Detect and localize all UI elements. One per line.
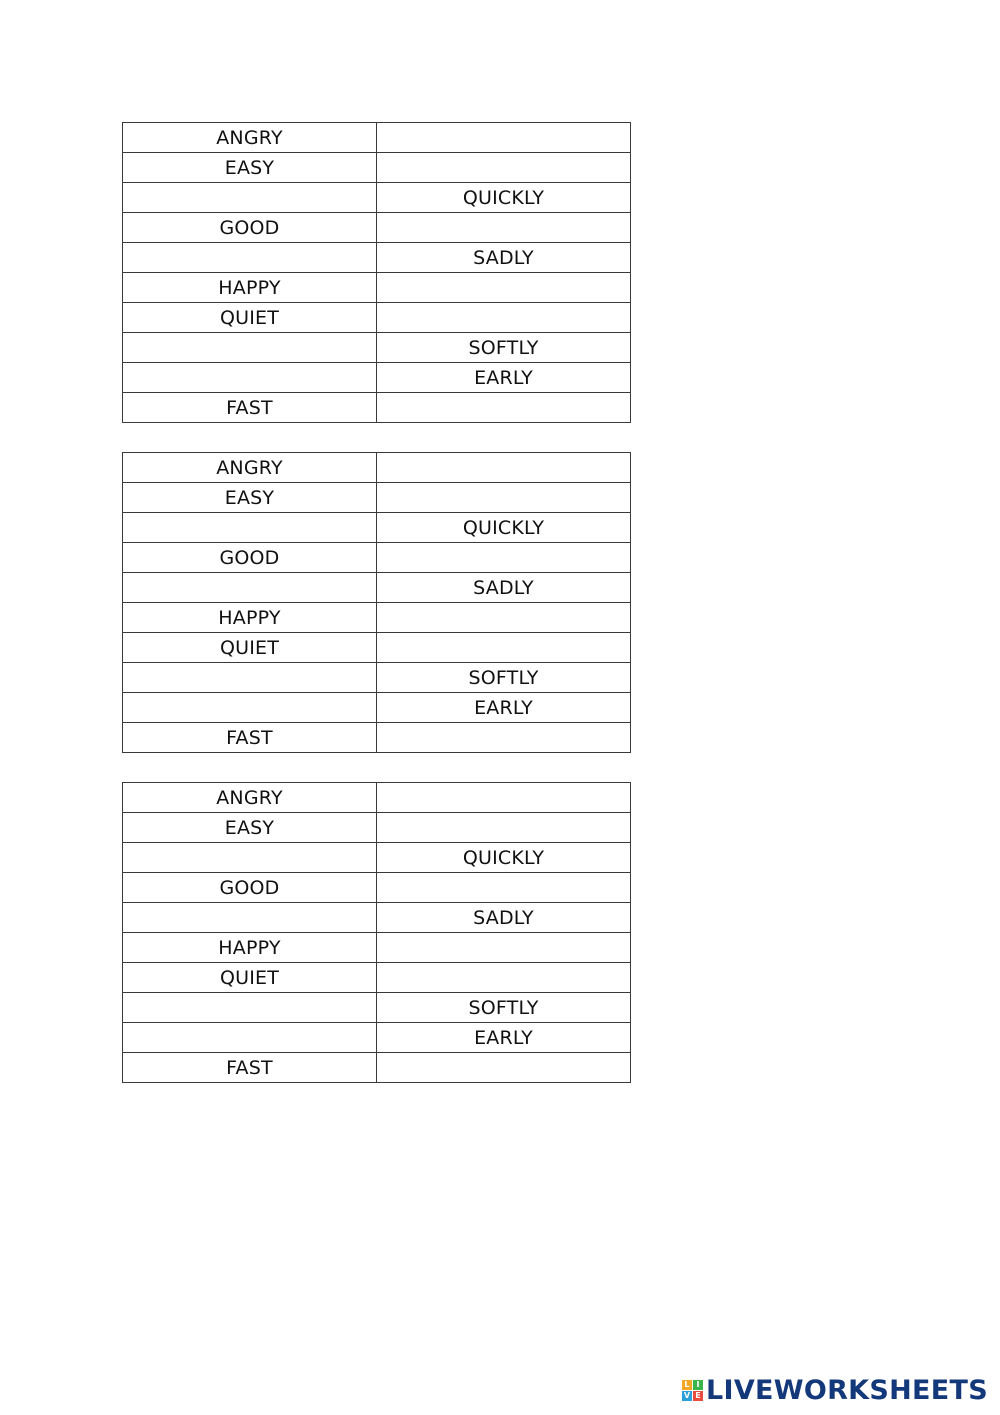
adverb-cell[interactable] [377, 273, 631, 303]
word-table-3 [122, 782, 631, 1083]
adverb-cell: SOFTLY [377, 663, 631, 693]
table-row [123, 903, 631, 933]
adjective-cell[interactable] [123, 993, 377, 1023]
adjective-cell: EASY [123, 813, 377, 843]
adverb-cell[interactable] [377, 483, 631, 513]
adverb-cell: SOFTLY [377, 333, 631, 363]
table-row [123, 543, 631, 573]
adjective-cell: FAST [123, 723, 377, 753]
adjective-cell[interactable] [123, 693, 377, 723]
word-table-body [123, 453, 631, 753]
adverb-cell[interactable] [377, 543, 631, 573]
adverb-cell[interactable] [377, 603, 631, 633]
adjective-cell: ANGRY [123, 783, 377, 813]
adverb-cell: QUICKLY [377, 513, 631, 543]
table-row [123, 813, 631, 843]
logo-text: LIVEWORKSHEETS [705, 1374, 988, 1406]
adverb-cell[interactable] [377, 723, 631, 753]
adjective-cell: FAST [123, 1053, 377, 1083]
table-row [123, 183, 631, 213]
word-table-body [123, 783, 631, 1083]
adjective-cell: QUIET [123, 303, 377, 333]
adjective-cell[interactable] [123, 333, 377, 363]
table-row [123, 1023, 631, 1053]
table-row [123, 993, 631, 1023]
table-row [123, 873, 631, 903]
table-row [123, 153, 631, 183]
table-row [123, 243, 631, 273]
table-row [123, 963, 631, 993]
logo-mark-letter: V [683, 1390, 691, 1400]
logo-mark-letter: I [693, 1380, 703, 1390]
adverb-cell[interactable] [377, 873, 631, 903]
adjective-cell: QUIET [123, 633, 377, 663]
table-row [123, 483, 631, 513]
word-table-1 [122, 122, 631, 423]
logo-mark-letter: E [693, 1391, 703, 1401]
adverb-cell[interactable] [377, 213, 631, 243]
adjective-cell: FAST [123, 393, 377, 423]
logo-mark-icon [682, 1380, 703, 1401]
adjective-cell[interactable] [123, 843, 377, 873]
table-row [123, 663, 631, 693]
adjective-cell: GOOD [123, 873, 377, 903]
adjective-cell: ANGRY [123, 123, 377, 153]
adjective-cell[interactable] [123, 243, 377, 273]
table-row [123, 513, 631, 543]
adjective-cell: EASY [123, 483, 377, 513]
table-row [123, 933, 631, 963]
adjective-cell[interactable] [123, 663, 377, 693]
adverb-cell[interactable] [377, 1053, 631, 1083]
adverb-cell[interactable] [377, 153, 631, 183]
logo-mark-letter: L [682, 1380, 692, 1390]
table-row [123, 693, 631, 723]
adverb-cell[interactable] [377, 453, 631, 483]
adverb-cell[interactable] [377, 813, 631, 843]
adjective-cell: HAPPY [123, 273, 377, 303]
table-row [123, 273, 631, 303]
table-row [123, 573, 631, 603]
adjective-cell[interactable] [123, 573, 377, 603]
adverb-cell: SADLY [377, 243, 631, 273]
table-row [123, 123, 631, 153]
adjective-cell: EASY [123, 153, 377, 183]
adverb-cell[interactable] [377, 633, 631, 663]
adverb-cell[interactable] [377, 933, 631, 963]
table-row [123, 303, 631, 333]
adjective-cell[interactable] [123, 513, 377, 543]
adverb-cell[interactable] [377, 303, 631, 333]
adjective-cell: GOOD [123, 213, 377, 243]
adjective-cell[interactable] [123, 363, 377, 393]
table-row [123, 843, 631, 873]
adverb-cell: EARLY [377, 693, 631, 723]
adjective-cell: HAPPY [123, 603, 377, 633]
word-table-body [123, 123, 631, 423]
adjective-cell[interactable] [123, 1023, 377, 1053]
adjective-cell[interactable] [123, 903, 377, 933]
table-row [123, 333, 631, 363]
table-row [123, 723, 631, 753]
table-row [123, 1053, 631, 1083]
table-row [123, 633, 631, 663]
adjective-cell: GOOD [123, 543, 377, 573]
adverb-cell[interactable] [377, 393, 631, 423]
adjective-cell: QUIET [123, 963, 377, 993]
table-row [123, 453, 631, 483]
adverb-cell: EARLY [377, 1023, 631, 1053]
adverb-cell: QUICKLY [377, 843, 631, 873]
adverb-cell[interactable] [377, 963, 631, 993]
table-row [123, 783, 631, 813]
adverb-cell: SOFTLY [377, 993, 631, 1023]
word-table-2 [122, 452, 631, 753]
adverb-cell[interactable] [377, 123, 631, 153]
adjective-cell: ANGRY [123, 453, 377, 483]
adverb-cell: QUICKLY [377, 183, 631, 213]
table-row [123, 393, 631, 423]
adverb-cell[interactable] [377, 783, 631, 813]
adverb-cell: SADLY [377, 573, 631, 603]
liveworksheets-logo[interactable] [682, 1375, 988, 1405]
adverb-cell: EARLY [377, 363, 631, 393]
table-row [123, 363, 631, 393]
adverb-cell: SADLY [377, 903, 631, 933]
adjective-cell: HAPPY [123, 933, 377, 963]
table-row [123, 213, 631, 243]
table-row [123, 603, 631, 633]
adjective-cell[interactable] [123, 183, 377, 213]
